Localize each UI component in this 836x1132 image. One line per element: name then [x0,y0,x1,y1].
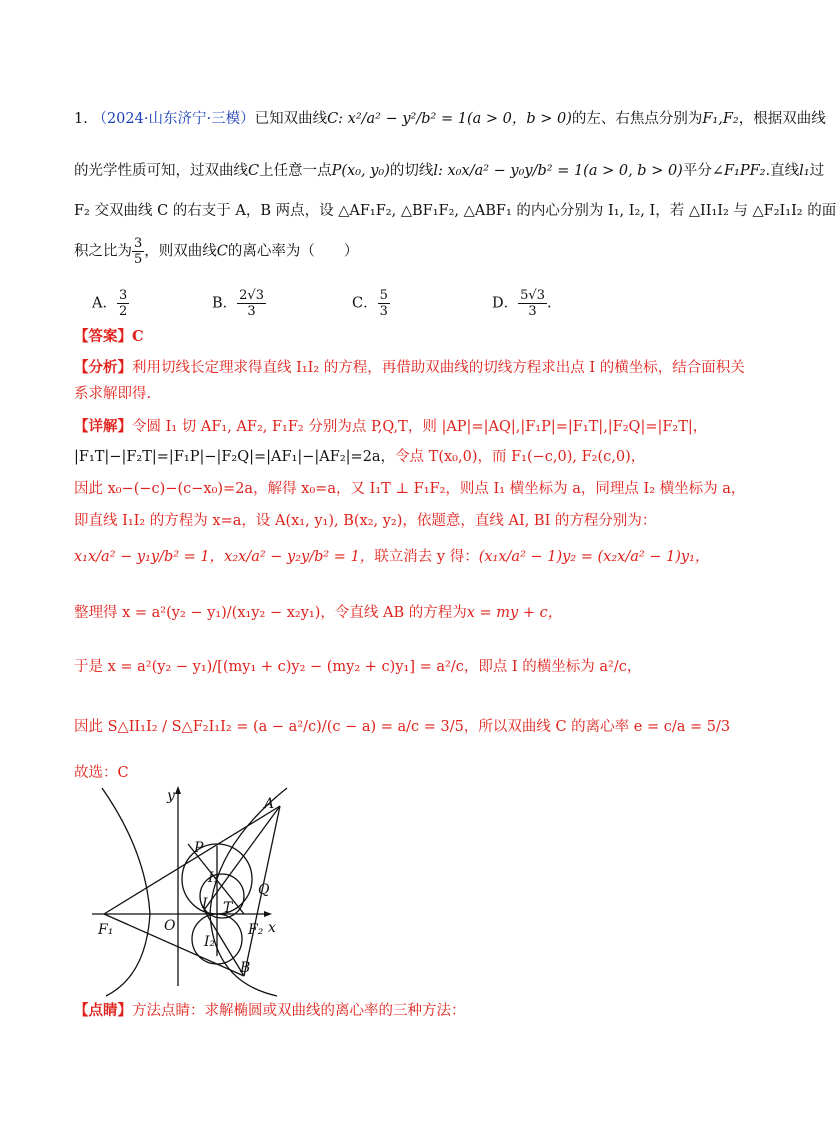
detail-text: 解得 x₀=a， [267,481,351,497]
curve-name: C [248,163,260,179]
detail-equation: (x₁x/a² − 1)y₂ = (x₂x/a² − 1)y₁， [478,549,710,565]
detail-text: 联立消去 y 得： [374,549,479,565]
angle: ∠F₁PF₂ [711,163,766,179]
detail-text: |F₁T|−|F₂T|=|F₁P|−|F₂Q|=|AF₁|−|AF₂|=2a， [74,449,396,465]
answer-tag: 【答案】 [74,328,132,345]
detail-equation: 因此 S△II₁I₂ / S△F₂I₁I₂ = (a − a²/c)/(c − a) = a/c = 3/5， [74,719,479,735]
question-number: 1. [74,111,88,127]
question-text: 上任意一点 [259,163,332,179]
tip-line [74,1000,466,1022]
detail-text: 即点 I 的横坐标为 a²/c， [478,659,642,675]
ratio-denominator: 5 [134,252,143,267]
question-text: 的左、右焦点分别为 [571,111,703,127]
ratio-fraction [132,236,144,267]
detail-text: 令点 T(x₀,0)， [395,449,492,465]
label-t: T [223,900,233,916]
label-q: Q [258,882,270,898]
detail-line-7 [74,656,641,678]
label-b: B [240,960,251,976]
option-tail: . [546,295,552,312]
hyperbola-figure [92,786,392,996]
tip-tag: 【点睛】 [74,1002,132,1019]
analysis-tag: 【分析】 [74,359,132,376]
label-o: O [164,918,176,934]
detail-text: 同理点 I₂ 横坐标为 a， [595,481,746,497]
detail-text: 所以双曲线 C 的离心率 e = c/a = 5/3 [478,719,731,735]
question-text: ，根据双曲线 [738,111,826,127]
detail-text: 因此 x₀−(−c)−(c−x₀)=2a， [74,481,268,497]
label-f1: F₁ [98,922,114,938]
option-denominator: 3 [379,304,388,319]
x-arrow [264,911,272,917]
label-f2: F₂ [248,922,264,938]
question-text: 过 [809,163,825,179]
detail-equation: x = my + c， [466,605,563,621]
detail-line-3 [74,478,745,500]
option-numerator: 3 [118,288,128,303]
option-label: C． [352,295,378,312]
detail-line-8 [74,716,730,738]
ratio-numerator: 3 [134,236,143,251]
option-numerator: 5 [379,288,388,303]
option-denominator: 2 [118,304,128,319]
detail-text: 而 F₁(−c,0), F₂(c,0)， [491,449,646,465]
left-branch [102,788,150,996]
label-i2: I₂ [204,934,216,950]
tip-text: 方法点睛：求解椭圆或双曲线的离心率的三种方法： [132,1003,466,1019]
option-fraction [518,288,547,319]
detail-line-6 [74,602,562,624]
option-numerator: 5√3 [520,288,545,303]
option-c[interactable] [352,288,390,319]
option-numerator: 2√3 [239,288,264,303]
foci: F₁,F₂ [702,111,739,127]
option-b[interactable] [212,288,266,319]
analysis-line-1 [74,357,745,379]
answer-line [74,326,144,348]
option-a[interactable] [92,288,129,319]
question-text: 的光学性质可知，过双曲线 [74,163,248,179]
detail-tag: 【详解】 [74,418,132,435]
detail-line-1 [74,416,707,438]
detail-line-5 [74,546,709,568]
detail-line-2 [74,446,645,468]
conclusion-line: 故选：C [74,765,129,781]
label-x: x [268,920,276,936]
detail-equation: 整理得 x = a²(y₂ − y₁)/(x₁y₂ − x₂y₁)， [74,605,335,621]
question-text: .直线 [765,163,800,179]
point-p: P(x₀, y₀) [331,163,390,179]
option-label: B． [212,295,238,312]
line-l1: l₁ [799,163,810,179]
line-f1-a [104,806,280,914]
label-y: y [167,788,175,804]
detail-equation: 于是 x = a²(y₂ − y₁)/[(my₁ + c)y₂ − (my₂ + c)y₁] = a²/c， [74,659,479,675]
question-text: 平分 [682,163,712,179]
option-denominator: 3 [247,304,256,319]
question-source: （2024·山东济宁·三模） [92,111,255,127]
question-text: 积之比为 [74,243,132,260]
tangent-equation: l: x₀x/a² − y₀y/b² = 1(a > 0, b > 0) [433,163,683,179]
option-fraction [237,288,266,319]
analysis-line-2: 系求解即得. [74,386,152,402]
label-p: P [194,840,204,856]
detail-text: 又 I₁T ⊥ F₁F₂，则点 I₁ 横坐标为 a， [350,481,596,497]
option-d[interactable] [492,288,552,319]
option-label: A． [92,295,117,312]
y-arrow [175,786,181,794]
detail-text: 令圆 I₁ 切 AF₁, AF₂, F₁F₂ 分别为点 P,Q,T，则 |AP|=|AQ|,|F₁P|=|F₁T|,|F₂Q|=|F₂T|， [132,419,708,435]
detail-text: 令直线 AB 的方程为 [334,605,467,621]
label-i1: I₁ [208,870,220,886]
option-label: D． [492,295,519,312]
question-text: 的离心率为（ ） [227,243,359,260]
detail-line-4: 即直线 I₁I₂ 的方程为 x=a，设 A(x₁, y₁), B(x₂, y₂)，依题意，直线 AI, BI 的方程分别为： [74,513,657,529]
detail-equation: x₁x/a² − y₁y/b² = 1，x₂x/a² − y₂y/b² = 1， [74,549,375,565]
curve-name: C [216,243,228,260]
question-text: ，则双曲线 [144,243,217,260]
question-line-4 [74,236,358,267]
label-i: I [202,896,208,912]
question-line-3: F₂ 交双曲线 C 的右支于 A，B 两点，设 △AF₁F₂, △BF₁F₂, △ABF₁ 的内心分别为 I₁, I₂, I，若 △II₁I₂ 与 △F₂I₁I₂ 的面 [74,203,836,219]
option-denominator: 3 [528,304,537,319]
question-line-1 [74,108,826,130]
question-line-2 [74,160,824,182]
option-fraction [378,288,390,319]
label-a: A [264,796,275,812]
analysis-text: 利用切线长定理求得直线 I₁I₂ 的方程，再借助双曲线的切线方程求出点 I 的横坐标，结合面积关 [132,360,745,376]
curve-equation: C: x²/a² − y²/b² = 1(a > 0，b > 0) [327,111,572,127]
option-fraction [117,288,129,319]
answer-value: C [132,328,144,345]
question-text: 已知双曲线 [254,111,328,127]
question-text: 的切线 [389,163,434,179]
